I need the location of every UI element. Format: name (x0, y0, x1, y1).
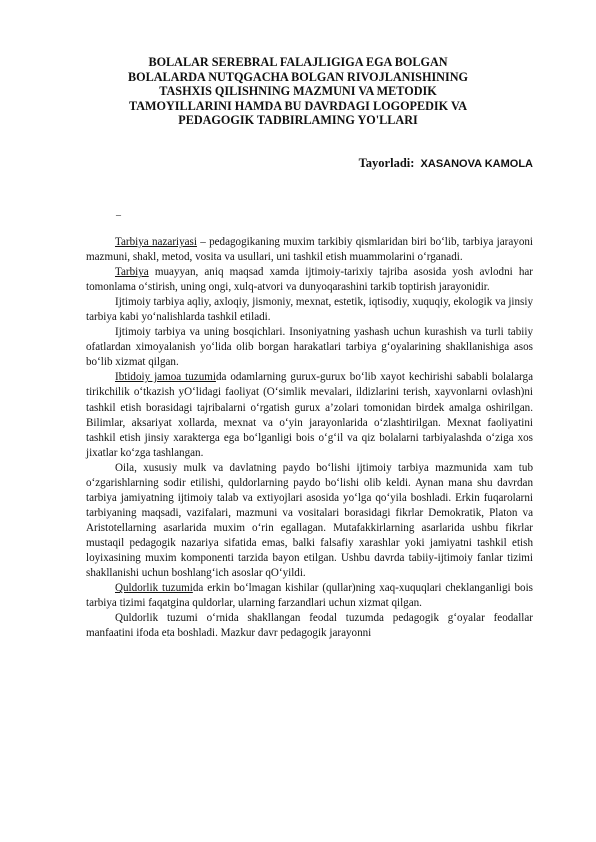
paragraph-text: – pedagogikaning muxim tarkibiy qismlaridan biri bo‘lib, tarbiya jarayoni mazmuni, shakl, metod, vosita va usullari, uni tashkil etish muammolarini o‘rganadi. (86, 236, 533, 264)
author-line (359, 156, 533, 171)
paragraph-1 (86, 235, 533, 265)
paragraph-5 (86, 370, 533, 460)
title-line-1: BOLALAR SEREBRAL FALAJLIGIGA EGA BOLGAN (148, 55, 448, 69)
document-title (100, 55, 496, 128)
author-label: Tayorladi: (358, 156, 415, 170)
paragraph-2 (86, 265, 533, 295)
title-line-2: BOLALARDA NUTQGACHA BOLGAN RIVOJLANISHINING (127, 69, 469, 84)
paragraph-text: Quldorlik tuzumi o‘rnida shakllangan feodal tuzumda pedagogik g‘oyalar feodallar manfaatini ifoda eta boshladi. Mazkur davr pedagogik jarayonni (86, 612, 533, 640)
underlined-term: Ibtidoiy jamoa tuzumi (115, 371, 216, 384)
paragraph-text: da erkin bo‘lmagan kishilar (qullar)ning xaq-xuquqlari cheklanganligi bois tarbiya tizimi faqatgina quldorlar, ularning farzandlari uchun xizmat qilgan. (86, 582, 533, 610)
paragraph-7 (86, 581, 533, 611)
stray-underscore-mark: _ (116, 206, 121, 217)
title-line-4: TAMOYILLARINI HAMDA BU DAVRDAGI LOGOPEDIK VA (128, 98, 467, 113)
paragraph-6 (86, 461, 533, 581)
underlined-term: Quldorlik tuzumi (115, 582, 193, 595)
underlined-term: Tarbiya nazariyasi (115, 236, 197, 248)
title-line-5: PEDAGOGIK TADBIRLAMING YO'LLARI (178, 113, 418, 128)
paragraph-text: da odamlarning gurux-gurux bo‘lib xayot kechirishi sababli bolalarga tirikchilik o‘tkazish yO‘lidagi faoliyat (O‘simlik mevalari, ildizlarini terish, xayvonlarni ovlash)ni tashkil etish borasidagi tajribalarni o‘rgatish gurux a’zolari tomonidan birdek amalga oshirilgan. Bilimlar, aksariyat xollarda, mexnat va o‘yin jarayonlarida o‘zlashtirilgan. Mexnat faoliyatini tashkil etish jinsiy xarakterga ega bo‘lganligi bois o‘g‘il va qiz bolalarni tarbiyalashda o‘ziga xos jixatlar ko‘zga tashlangan. (86, 371, 533, 459)
paragraph-text: muayyan, aniq maqsad xamda ijtimoiy-tarixiy tajriba asosida yosh avlodni har tomonlama o‘stirish, uning ongi, xulq-atvori va dunyoqarashini tarkib toptirish jarayonidir. (86, 266, 533, 294)
author-name: XASANOVA KAMOLA (420, 158, 533, 170)
paragraph-text: Ijtimoiy tarbiya aqliy, axloqiy, jismoniy, mexnat, estetik, iqtisodiy, xuquqiy, ekologik va jinsiy tarbiya kabi yo‘nalishlarda tashkil etiladi. (86, 296, 533, 324)
paragraph-text: Oila, xususiy mulk va davlatning paydo bo‘lishi ijtimoiy tarbiya mazmunida xam tub o‘zgarishlarning sodir etilishi, quldorlarning paydo bo‘lishi olib keldi. Aynan mana shu davrdan tarbiya jamiyatning ijtimoiy talab va extiyojlari asosida yo‘lga qo‘yila boshladi. Erkin fuqarolarni tarbiyaning maqsadi, vazifalari, mazmuni va vositalari borasidagi fikrlar Demokratik, Platon va Aristotellarning asarlarida muxim o‘rin egallagan. Mutafakkirlarning asarlarida ushbu fikrlar mustaqil pedagogik nazariya sifatida emas, balki falsafiy xarashlar yoki jamiyatni tashkil etish loyixasining muxim komponenti tarzida bayon etilgan. Ushbu davrda tabiiy-ijtimoiy fanlar tizimi shakllanishi uchun boshlang‘ich asoslar qO‘yildi. (86, 461, 533, 580)
paragraph-text: Ijtimoiy tarbiya va uning bosqichlari. Insoniyatning yashash uchun kurashish va turli tabiiy ofatlardan ximoyalanish yo‘lida olib borgan harakatlari tarbiya g‘oyalarining shakllanishiga asos bo‘lib xizmat qilgan. (86, 326, 533, 369)
paragraph-8 (86, 611, 533, 641)
paragraph-4 (86, 325, 533, 370)
underlined-term: Tarbiya (115, 266, 149, 279)
paragraph-3 (86, 295, 533, 325)
title-line-3: TASHXIS QILISHNING MAZMUNI VA METODIK (159, 84, 437, 99)
document-body (86, 235, 533, 641)
